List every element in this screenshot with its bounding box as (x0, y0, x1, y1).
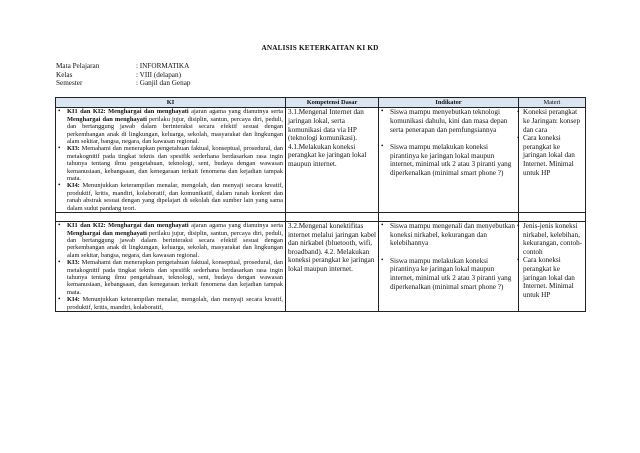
meta-row-semester (56, 79, 191, 88)
bullet-icon: • (517, 256, 520, 265)
bullet-icon: • (58, 258, 61, 267)
indikator-cell (379, 222, 519, 312)
ki-item (58, 145, 283, 182)
materi-item (517, 134, 583, 177)
header-ki: KI (56, 98, 286, 108)
materi-text: Cara koneksi perangkat ke jaringan lokal dan Internet. Minimal untuk HP (523, 134, 575, 177)
ki-bold: KI1 dan KI2: Menghargai dan menghayati (67, 108, 189, 116)
document-title: ANALISIS KETERKAITAN KI KD (261, 44, 379, 52)
meta-value: : VIII (delapan) (136, 70, 181, 79)
ki-item (58, 259, 283, 296)
row-spacer (56, 213, 586, 222)
materi-text: Koneksi perangkat ke Jaringan: konsep dan cara (523, 108, 581, 134)
indikator-item (381, 257, 516, 291)
bullet-icon: • (58, 107, 61, 116)
table-header-row (56, 98, 586, 108)
indikator-text: Siswa mampu melakukan koneksi pirantinya ke jaringan lokal maupun internet, minimal utk 2 atau 3 piranti yang diperkenalkan (minimal smart phone ?) (390, 256, 512, 291)
bullet-icon: • (517, 108, 520, 117)
meta-row-class (56, 71, 191, 80)
bullet-icon: • (381, 221, 384, 230)
ki-text: Memahami dan menerapkan pengetahuan faktual, konseptual, prosedural, dan metakognitif pada tingkat teknis dan spesifik sederhana berdasarkan rasa ingin tahunya tentang ilmu pengetahuan, teknologi, seni, budaya dengan wawasan kemanusiaan, kebangsaan, dan kenegaraan terkait fenomena dan kejadian tampak mata. (67, 259, 283, 296)
ki-item (58, 108, 283, 145)
ki-cell (56, 222, 286, 312)
bullet-icon: • (58, 295, 61, 304)
ki-text: ajaran agama yang dianutnya serta (188, 108, 283, 116)
indikator-item (381, 143, 516, 177)
materi-text: Jenis-jenis koneksi nirkabel, kelebihan, kekurangan, contoh-contoh (523, 222, 583, 256)
meta-key: Semester (56, 79, 83, 88)
ki-item (58, 296, 283, 311)
ki-text: perilaku jujur, disiplin, santun, percaya diri, peduli, dan bertanggung jawab dalam berinteraksi secara efektif sesuai dengan perkembangan anak di lingkungan, keluarga, sekolah, masyarakat dan lingkungan alam sekitar, bangsa, negara, dan kawasan regional. (67, 115, 284, 146)
ki-item (58, 182, 283, 212)
materi-cell (519, 222, 586, 312)
ki-bold: KI4: (67, 296, 80, 304)
ki-bold: KI4: (67, 182, 80, 190)
meta-row-subject (56, 62, 191, 71)
header-materi: Materi (519, 98, 586, 108)
kd-cell: 3.2.Mengenal konektifitas internet melalui jaringan kabel dan nirkabel (bluetooth, wifi, broadband). 4.2. Melakukan koneksi perangkat ke jaringan lokal maupun internet. (286, 222, 379, 312)
bullet-icon: • (58, 221, 61, 230)
materi-item (517, 256, 583, 299)
indikator-text: Siswa mampu menyebutkan teknologi komunikasi dahulu, kini dan masa depan serta penerapan dan pemfungsiannya (390, 108, 508, 134)
indikator-text: Siswa mampu melakukan koneksi pirantinya ke jaringan lokal maupun internet, minimal utk 2 atau 3 piranti yang diperkenalkan (minimal smart phone ?) (390, 143, 512, 177)
analysis-table (55, 97, 586, 312)
bullet-icon: • (58, 144, 61, 153)
ki-bold: KI3: (67, 145, 80, 153)
kd-cell: 3.1.Mengenal Internet dan jaringan lokal, serta komunikasi data via HP (teknologi komunikasi). 4.1.Melakukan koneksi perangkat ke jaringan lokal maupun internet. (286, 108, 379, 213)
bullet-icon: • (58, 181, 61, 190)
indikator-item (381, 108, 516, 134)
header-kd: Kompetensi Dasar (286, 98, 379, 108)
ki-text: Menunjukkan keterampilan menalar, mengolah, dan menyaji secara kreatif, produktif, kritis, mandiri, kolaboratif, (67, 296, 283, 311)
header-indikator: Indikator (379, 98, 519, 108)
meta-key: Mata Pelajaran (56, 62, 100, 70)
ki-bold: Menghargai dan menghayati (67, 229, 147, 237)
meta-key: Kelas (56, 70, 73, 79)
bullet-icon: • (381, 142, 384, 151)
indikator-text: Siswa mampu mengenali dan menyebutkan koneksi nirkabel, kekurangan dan kelebihannya (390, 222, 515, 248)
bullet-icon: • (381, 107, 384, 116)
ki-text: Menunjukkan keterampilan menalar, mengolah, dan menyaji secara kreatif, produktif, kritis, mandiri, kolaboratif, dan komunikatif, dalam ranah konkret dan ranah abstrak sesuai dengan yang dipelajari di sekolah dan sumber lain yang sama dalam sudut pandang teori. (67, 182, 283, 212)
ki-bold: KI1 dan KI2: Menghargai dan menghayati (67, 222, 189, 230)
table-row (56, 108, 586, 213)
ki-cell (56, 108, 286, 213)
indikator-cell (379, 108, 519, 213)
table-row (56, 222, 586, 312)
bullet-icon: • (517, 134, 520, 143)
materi-cell (519, 108, 586, 213)
ki-text: ajaran agama yang dianutnya serta (188, 222, 283, 230)
indikator-item (381, 222, 516, 248)
meta-value: : Ganjil dan Genap (136, 79, 191, 88)
meta-value: : INFORMATIKA (136, 62, 190, 70)
ki-bold: KI3: (67, 259, 80, 267)
ki-item (58, 222, 283, 259)
ki-text: perilaku jujur, disiplin, santun, percaya diri, peduli, dan bertanggung jawab dalam berinteraksi secara efektif sesuai dengan perkembangan anak di lingkungan, keluarga, sekolah, masyarakat dan lingkungan alam sekitar, bangsa, negara, dan kawasan regional. (67, 229, 284, 259)
bullet-icon: • (517, 222, 520, 231)
ki-bold: Menghargai dan menghayati (67, 115, 147, 123)
bullet-icon: • (381, 255, 384, 264)
materi-item (517, 108, 583, 134)
materi-text: Cara koneksi perangkat ke jaringan lokal dan Internet. Minimal untuk HP (523, 256, 575, 299)
ki-text: Memahami dan menerapkan pengetahuan faktual, konseptual, prosedural, dan metakognitif pada tingkat teknis dan spesifik sederhana berdasarkan rasa ingin tahunya tentang ilmu pengetahuan, teknologi, seni, budaya dengan wawasan kemanusiaan, kebangsaan, dan kenegaraan terkait fenomena dan kejadian tampak mata. (67, 145, 283, 183)
materi-item (517, 222, 583, 256)
document-meta (56, 62, 191, 88)
